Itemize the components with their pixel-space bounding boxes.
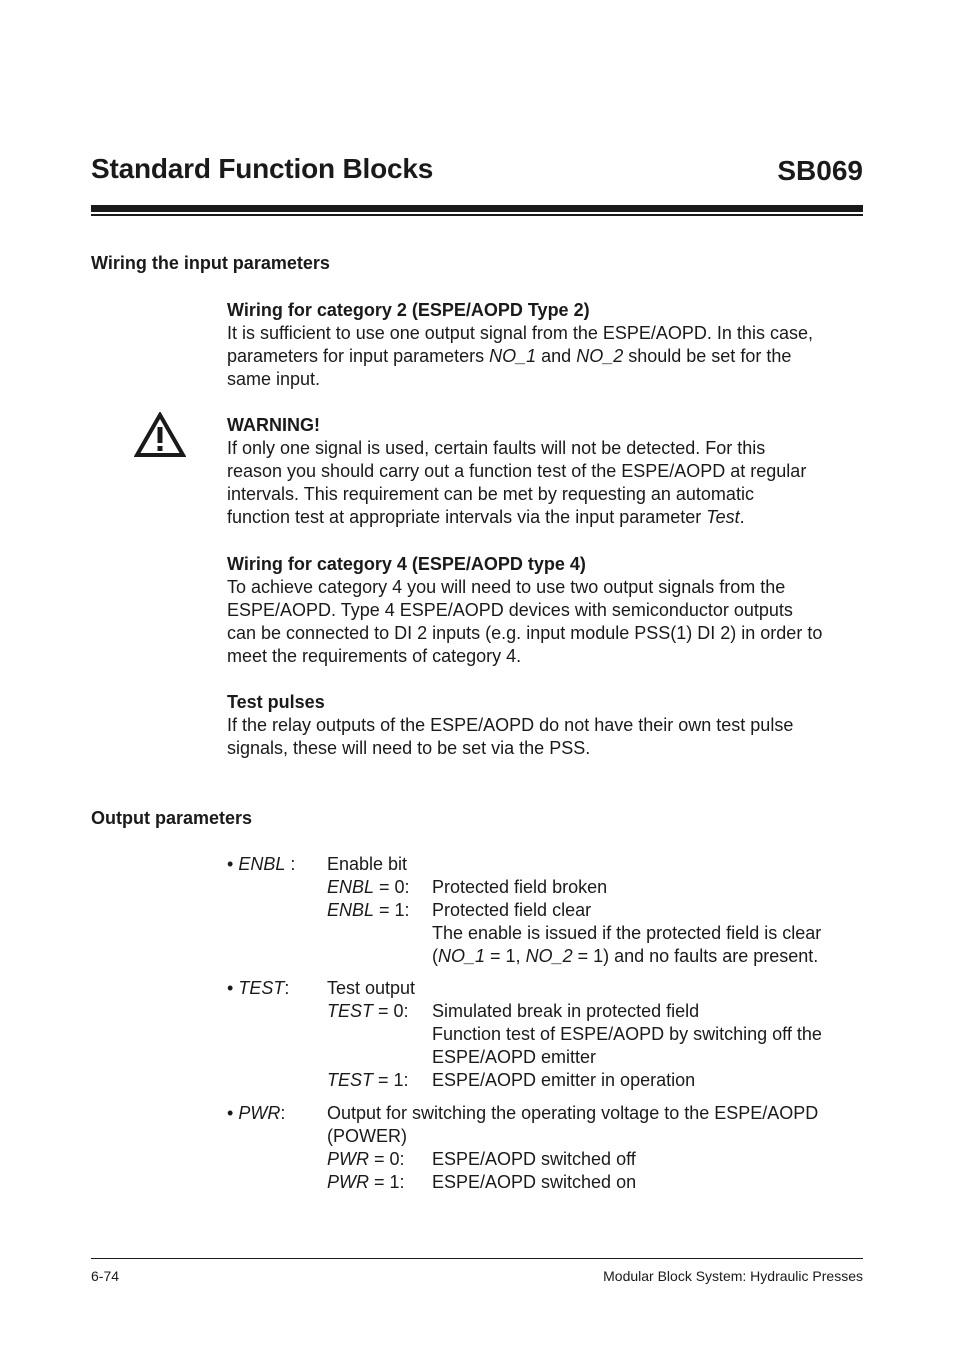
bullet-icon: • — [227, 1103, 234, 1123]
footer-rule — [91, 1258, 863, 1259]
enbl-text: = 1) and no faults are present. — [572, 946, 819, 966]
pwr-value-0 — [327, 1148, 405, 1171]
warning-text: . — [739, 507, 745, 527]
cat2-text: should be set for the — [623, 346, 792, 366]
test-desc: Test output — [327, 978, 416, 998]
page-number: 6-74 — [91, 1268, 120, 1284]
test-value-0 — [327, 1000, 409, 1023]
section-heading-input: Wiring the input parameters — [91, 253, 330, 273]
param-enbl: ENBL — [327, 877, 375, 897]
block-code: SB069 — [777, 155, 863, 186]
cat2-text: parameters for input parameters — [227, 346, 490, 366]
cat2-line2 — [227, 345, 867, 368]
page-title: Standard Function Blocks — [91, 153, 434, 184]
param-sep: : — [284, 978, 290, 998]
enbl-value-1-text: Protected field clear — [432, 900, 592, 920]
param-test: TEST — [327, 1070, 374, 1090]
param-no2: NO_2 — [576, 346, 624, 366]
bullet-enbl — [227, 853, 295, 876]
test-pulses-line2: signals, these will need to be set via the PSS. — [227, 738, 591, 758]
param-test: Test — [706, 507, 740, 527]
test-value-0-text2: Function test of ESPE/AOPD by switching off the — [432, 1024, 822, 1044]
bullet-icon: • — [227, 978, 234, 998]
pwr-desc2: (POWER) — [327, 1126, 407, 1146]
param-pwr: PWR — [238, 1103, 281, 1123]
value-eq: = 0: — [369, 1149, 405, 1169]
pwr-value-0-text: ESPE/AOPD switched off — [432, 1149, 636, 1169]
test-value-0-text: Simulated break in protected field — [432, 1001, 700, 1021]
warning-line3: intervals. This requirement can be met by requesting an automatic — [227, 484, 754, 504]
param-test: TEST — [238, 978, 285, 998]
cat2-block — [227, 299, 867, 391]
param-enbl: ENBL — [238, 854, 286, 874]
header-rule — [91, 205, 863, 212]
warning-line4 — [227, 506, 867, 529]
param-sep: : — [285, 854, 296, 874]
enbl-text: ( — [432, 946, 438, 966]
param-enbl: ENBL — [327, 900, 375, 920]
warning-line2: reason you should carry out a function test of the ESPE/AOPD at regular — [227, 461, 807, 481]
value-eq: = 0: — [373, 1001, 409, 1021]
value-eq: = 1: — [373, 1070, 409, 1090]
test-value-0-text3: ESPE/AOPD emitter — [432, 1047, 597, 1067]
test-value-1-text: ESPE/AOPD emitter in operation — [432, 1070, 696, 1090]
warning-heading: WARNING! — [227, 415, 320, 435]
footer-doc-title: Modular Block System: Hydraulic Presses — [603, 1268, 863, 1284]
cat4-heading: Wiring for category 4 (ESPE/AOPD type 4) — [227, 554, 586, 574]
pwr-value-1 — [327, 1171, 405, 1194]
warning-block — [227, 414, 867, 529]
cat2-line3: same input. — [227, 369, 321, 389]
enbl-value-0-text: Protected field broken — [432, 877, 608, 897]
enbl-value-1-text3 — [432, 945, 818, 968]
warning-triangle-icon — [134, 412, 186, 458]
param-test: TEST — [327, 1001, 374, 1021]
cat2-line1: It is sufficient to use one output signal from the ESPE/AOPD. In this case, — [227, 323, 813, 343]
bullet-test — [227, 977, 289, 1000]
cat4-line3: can be connected to DI 2 inputs (e.g. input module PSS(1) DI 2) in order to — [227, 623, 823, 643]
enbl-value-0 — [327, 876, 410, 899]
value-eq: = 0: — [374, 877, 410, 897]
bullet-pwr — [227, 1102, 285, 1125]
cat2-heading: Wiring for category 2 (ESPE/AOPD Type 2) — [227, 300, 590, 320]
bullet-icon: • — [227, 854, 234, 874]
value-eq: = 1: — [369, 1172, 405, 1192]
enbl-text: = 1, — [485, 946, 526, 966]
test-pulses-heading: Test pulses — [227, 692, 325, 712]
warning-text: function test at appropriate intervals via the input parameter — [227, 507, 707, 527]
cat2-text: and — [536, 346, 577, 366]
param-sep: : — [280, 1103, 286, 1123]
param-pwr: PWR — [327, 1149, 369, 1169]
param-no1: NO_1 — [489, 346, 537, 366]
section-heading-output: Output parameters — [91, 808, 253, 828]
value-eq: = 1: — [374, 900, 410, 920]
header-rule-thin — [91, 214, 863, 216]
enbl-value-1-text2: The enable is issued if the protected field is clear — [432, 923, 822, 943]
param-no1: NO_1 — [438, 946, 486, 966]
cat4-line1: To achieve category 4 you will need to use two output signals from the — [227, 577, 786, 597]
param-no2: NO_2 — [525, 946, 573, 966]
test-value-1 — [327, 1069, 409, 1092]
param-pwr: PWR — [327, 1172, 369, 1192]
enbl-value-1 — [327, 899, 410, 922]
test-pulses-block — [227, 691, 867, 760]
pwr-desc: Output for switching the operating voltage to the ESPE/AOPD — [327, 1103, 819, 1123]
cat4-line2: ESPE/AOPD. Type 4 ESPE/AOPD devices with semiconductor outputs — [227, 600, 793, 620]
test-pulses-line1: If the relay outputs of the ESPE/AOPD do not have their own test pulse — [227, 715, 794, 735]
cat4-block — [227, 553, 867, 668]
cat4-line4: meet the requirements of category 4. — [227, 646, 522, 666]
warning-line1: If only one signal is used, certain faults will not be detected. For this — [227, 438, 766, 458]
pwr-value-1-text: ESPE/AOPD switched on — [432, 1172, 637, 1192]
enbl-desc: Enable bit — [327, 854, 408, 874]
